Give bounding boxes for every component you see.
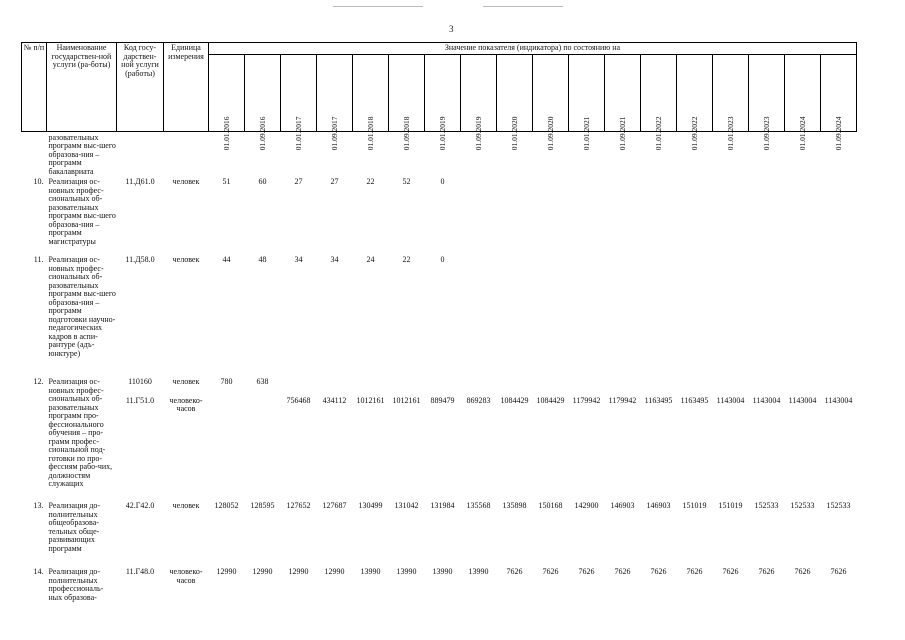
indicator-value-text — [533, 256, 569, 265]
indicator-value — [821, 176, 857, 254]
indicator-value — [317, 254, 353, 376]
indicator-value-text-2: 1143004 — [752, 396, 781, 405]
indicator-value — [677, 500, 713, 566]
indicator-value-text: 128595 — [250, 501, 275, 510]
unit-value: человеко-часов — [169, 567, 203, 585]
indicator-value-text: 638 — [256, 377, 269, 386]
indicator-value-text — [677, 256, 713, 265]
indicator-value — [821, 500, 857, 566]
indicator-value — [785, 500, 821, 566]
header-date: 01.01.2016 — [209, 54, 245, 131]
header-date: 01.09.2023 — [749, 54, 785, 131]
indicator-value-text: 60 — [258, 177, 267, 186]
indicator-value — [569, 176, 605, 254]
unit-value: человек — [172, 377, 200, 386]
indicator-value — [425, 500, 461, 566]
indicator-value — [641, 566, 677, 626]
indicator-value — [497, 500, 533, 566]
header-date: 01.09.2018 — [389, 54, 425, 131]
indicator-value-text-2: 434112 — [322, 396, 347, 405]
indicator-value — [425, 176, 461, 254]
indicator-value — [533, 376, 569, 500]
indicator-value-text: 13990 — [396, 567, 417, 576]
indicator-value-text — [605, 256, 641, 265]
indicator-value-text — [569, 178, 605, 187]
indicator-value-text: 12990 — [288, 567, 309, 576]
unit-value: человек — [172, 177, 200, 186]
header-date: 01.09.2017 — [317, 54, 353, 131]
indicator-value-text-2: 889479 — [430, 396, 455, 405]
indicator-value-text: 24 — [366, 255, 375, 264]
indicator-value-text — [641, 378, 677, 387]
indicator-value — [785, 376, 821, 500]
indicator-value-text: 7626 — [794, 567, 811, 576]
service-code — [117, 376, 164, 500]
service-code — [117, 500, 164, 566]
indicator-value-text: 152533 — [826, 501, 851, 510]
indicator-value — [533, 176, 569, 254]
indicator-value — [389, 376, 425, 500]
unit-of-measure — [164, 176, 209, 254]
table-body — [22, 131, 857, 626]
indicator-value-text-2: 1084429 — [500, 396, 529, 405]
indicator-value-text: 0 — [440, 255, 445, 264]
indicator-value-text — [461, 256, 497, 265]
indicator-value — [605, 500, 641, 566]
indicator-value-text: 7626 — [578, 567, 595, 576]
indicator-value-text-2: 1143004 — [716, 396, 745, 405]
indicator-value-text — [821, 378, 857, 387]
indicator-value-text-2: 1143004 — [788, 396, 817, 405]
indicator-value-text: 12990 — [252, 567, 273, 576]
indicator-value — [389, 566, 425, 626]
indicator-value-text: 0 — [440, 177, 445, 186]
indicator-value-text — [713, 256, 749, 265]
indicator-value — [677, 376, 713, 500]
indicator-value — [245, 566, 281, 626]
header-date: 01.01.2022 — [641, 54, 677, 131]
indicator-value — [569, 376, 605, 500]
indicator-value — [785, 566, 821, 626]
indicator-value-text: 151019 — [682, 501, 707, 510]
indicator-value-text: 135568 — [466, 501, 491, 510]
indicator-value-text — [569, 256, 605, 265]
unit-value: человек — [172, 255, 200, 264]
indicator-value — [821, 254, 857, 376]
header-date: 01.01.2023 — [713, 54, 749, 131]
row-number — [22, 131, 47, 176]
indicator-value — [461, 566, 497, 626]
indicator-value-text: 7626 — [542, 567, 559, 576]
indicator-value-text: 27 — [330, 177, 339, 186]
scan-line-left — [333, 6, 423, 7]
service-code — [117, 131, 164, 176]
header-code: Код госу-дарствен-ной услуги (работы) — [117, 43, 164, 132]
service-name: Реализация ос-новных профес-сиональных об-разовательных программ выс-шего образова-ния – программ подготовки научно-педагогических кадров в аспи-рантуре (адъ-юнктуре) — [48, 255, 116, 358]
indicator-value-text — [389, 378, 425, 387]
indicator-value-text: 150168 — [538, 501, 563, 510]
header-date: 01.09.2022 — [677, 54, 713, 131]
indicator-value — [605, 254, 641, 376]
indicator-value-text: 128052 — [214, 501, 239, 510]
indicator-value — [245, 254, 281, 376]
header-date: 01.01.2018 — [353, 54, 389, 131]
indicator-value-text — [605, 178, 641, 187]
indicator-value-text — [353, 378, 389, 387]
indicator-value-text: 13990 — [468, 567, 489, 576]
table-row — [22, 254, 857, 376]
indicator-value-text: 34 — [294, 255, 303, 264]
indicator-value-text: 13990 — [360, 567, 381, 576]
indicator-value-text — [785, 178, 821, 187]
indicator-value — [605, 566, 641, 626]
service-code-value-2: 11.Г51.0 — [125, 395, 155, 405]
indicator-value-text — [713, 378, 749, 387]
indicator-value — [677, 176, 713, 254]
indicator-value-text: 7626 — [506, 567, 523, 576]
indicator-value — [281, 176, 317, 254]
indicator-value — [317, 500, 353, 566]
indicator-value-text-2: 1012161 — [356, 396, 385, 405]
indicator-value — [677, 254, 713, 376]
unit-of-measure — [164, 131, 209, 176]
indicator-value — [353, 176, 389, 254]
indicator-value-text — [569, 378, 605, 387]
indicator-value — [317, 376, 353, 500]
service-code — [117, 566, 164, 626]
table-row — [22, 500, 857, 566]
service-code-value: 11.Г48.0 — [125, 567, 155, 576]
unit-of-measure — [164, 376, 209, 500]
header-date: 01.09.2020 — [533, 54, 569, 131]
indicator-value-text — [785, 256, 821, 265]
indicator-value-text: 127652 — [286, 501, 311, 510]
indicator-value — [569, 254, 605, 376]
indicator-value — [605, 176, 641, 254]
service-code-value: 110160 — [128, 377, 152, 386]
indicator-value-text — [497, 378, 533, 387]
indicator-value-text: 48 — [258, 255, 267, 264]
service-code-value: 42.Г42.0 — [125, 501, 155, 510]
indicator-value — [353, 376, 389, 500]
indicator-value — [209, 176, 245, 254]
indicator-value-text — [281, 378, 317, 387]
indicator-value — [641, 176, 677, 254]
unit-of-measure — [164, 500, 209, 566]
header-date: 01.09.2021 — [605, 54, 641, 131]
indicator-value-text: 7626 — [722, 567, 739, 576]
scan-line-right — [483, 6, 563, 7]
indicator-value — [821, 376, 857, 500]
header-unit: Единица измерения — [164, 43, 209, 132]
indicator-value-text: 7626 — [830, 567, 847, 576]
indicator-value — [533, 254, 569, 376]
indicator-value — [785, 254, 821, 376]
indicator-value — [245, 176, 281, 254]
indicator-value-text: 130499 — [358, 501, 383, 510]
unit-value: человек — [172, 501, 200, 510]
indicator-value-text — [749, 378, 785, 387]
indicator-value — [209, 500, 245, 566]
service-name: разовательных программ выс-шего образова-ния – программ бакалавриата — [48, 132, 116, 176]
indicator-value-text: 12990 — [324, 567, 345, 576]
indicator-value-text — [533, 178, 569, 187]
indicator-value-text-2: 756468 — [286, 396, 311, 405]
indicator-value-text — [677, 178, 713, 187]
indicator-value-text: 7626 — [686, 567, 703, 576]
indicator-value-text — [677, 378, 713, 387]
indicator-value — [461, 176, 497, 254]
indicator-value — [785, 176, 821, 254]
indicator-value-text — [533, 378, 569, 387]
table-row — [22, 376, 857, 500]
indicator-value — [389, 176, 425, 254]
indicator-value — [713, 176, 749, 254]
indicator-value — [641, 500, 677, 566]
indicator-value-text — [461, 178, 497, 187]
row-number: 10. — [33, 177, 44, 186]
header-date: 01.09.2016 — [245, 54, 281, 131]
indicator-value — [425, 254, 461, 376]
indicator-value-text — [605, 378, 641, 387]
indicator-value — [677, 566, 713, 626]
indicator-value — [497, 254, 533, 376]
indicator-value — [641, 254, 677, 376]
indicator-value — [533, 500, 569, 566]
row-number: 12. — [33, 377, 44, 386]
indicator-value-text: 151019 — [718, 501, 743, 510]
indicator-value — [245, 376, 281, 500]
indicator-value-text: 7626 — [614, 567, 631, 576]
indicator-value-text: 34 — [330, 255, 339, 264]
indicator-value — [713, 500, 749, 566]
indicator-value-text — [785, 378, 821, 387]
indicator-value-text: 12990 — [216, 567, 237, 576]
header-date: 01.01.2020 — [497, 54, 533, 131]
header-date: 01.09.2019 — [461, 54, 497, 131]
indicator-value-text-2: 1179942 — [608, 396, 637, 405]
header-date: 01.01.2017 — [281, 54, 317, 131]
indicator-value — [425, 376, 461, 500]
indicator-value-text: 22 — [402, 255, 411, 264]
indicator-value-text — [641, 256, 677, 265]
indicator-value-text — [749, 178, 785, 187]
indicator-value — [281, 254, 317, 376]
indicator-value-text-2: 1163495 — [644, 396, 673, 405]
header-name: Наименование государствен-ной услуги (ра-боты) — [47, 43, 117, 132]
indicator-value — [317, 566, 353, 626]
indicator-value — [749, 176, 785, 254]
table-row — [22, 566, 857, 626]
indicator-value — [317, 176, 353, 254]
indicator-value-text — [425, 378, 461, 387]
indicator-value-text: 146903 — [610, 501, 635, 510]
indicator-value — [245, 500, 281, 566]
indicator-value — [605, 376, 641, 500]
indicator-value-text-2: 1179942 — [572, 396, 601, 405]
indicator-value-text-2: 1012161 — [392, 396, 421, 405]
indicator-value — [461, 254, 497, 376]
indicator-value — [353, 500, 389, 566]
indicator-value-text: 22 — [366, 177, 375, 186]
unit-value-2: человеко-часов — [169, 395, 203, 413]
indicator-table — [21, 42, 857, 626]
row-number: 14. — [33, 567, 44, 576]
header-date: 01.01.2019 — [425, 54, 461, 131]
indicator-value-text — [641, 178, 677, 187]
header-date: 01.01.2021 — [569, 54, 605, 131]
indicator-value-text: 27 — [294, 177, 303, 186]
indicator-value-text: 780 — [220, 377, 233, 386]
indicator-value-text — [497, 178, 533, 187]
indicator-value — [209, 566, 245, 626]
indicator-value — [749, 376, 785, 500]
header-num: № п/п — [22, 43, 47, 132]
page-number: 3 — [449, 24, 454, 34]
indicator-value — [569, 500, 605, 566]
indicator-value-text-2: 1143004 — [824, 396, 853, 405]
indicator-value — [389, 254, 425, 376]
indicator-value-text — [497, 256, 533, 265]
indicator-value — [497, 376, 533, 500]
service-code — [117, 176, 164, 254]
indicator-value — [713, 566, 749, 626]
indicator-value — [425, 566, 461, 626]
indicator-value — [641, 376, 677, 500]
indicator-value-text: 131042 — [394, 501, 419, 510]
indicator-value-text: 13990 — [432, 567, 453, 576]
unit-of-measure — [164, 566, 209, 626]
table-row — [22, 176, 857, 254]
indicator-value — [749, 500, 785, 566]
indicator-value-text: 142900 — [574, 501, 599, 510]
indicator-value — [389, 500, 425, 566]
service-code-value: 11.Д61.0 — [125, 177, 155, 186]
indicator-value-text — [461, 378, 497, 387]
indicator-value — [497, 566, 533, 626]
indicator-value-text-2: 1163495 — [680, 396, 709, 405]
service-code — [117, 254, 164, 376]
indicator-value-text — [713, 178, 749, 187]
indicator-value-text — [821, 256, 857, 265]
indicator-value-text-2: 869283 — [466, 396, 491, 405]
indicator-value-text: 152533 — [790, 501, 815, 510]
indicator-value-text: 152533 — [754, 501, 779, 510]
indicator-value — [533, 566, 569, 626]
service-name: Реализация ос-новных профес-сиональных об-разовательных программ про-фессионального обучения – про-грамм профес-сиональной под-готовки по про-фессиям рабо-чих, должностям служащих — [48, 377, 113, 488]
indicator-value-text: 7626 — [650, 567, 667, 576]
indicator-value — [821, 566, 857, 626]
service-code-value: 11.Д58.0 — [125, 255, 155, 264]
indicator-value — [749, 254, 785, 376]
indicator-value — [209, 254, 245, 376]
indicator-value-text — [821, 178, 857, 187]
indicator-value — [461, 376, 497, 500]
indicator-value-text — [317, 378, 353, 387]
indicator-value-text: 135898 — [502, 501, 527, 510]
indicator-value — [281, 376, 317, 500]
indicator-value — [497, 176, 533, 254]
indicator-value — [713, 254, 749, 376]
indicator-value — [281, 500, 317, 566]
indicator-value-text — [749, 256, 785, 265]
indicator-value — [749, 566, 785, 626]
header-values: Значение показателя (индикатора) по состоянию на — [209, 43, 857, 55]
row-number: 13. — [33, 501, 44, 510]
indicator-value-text: 52 — [402, 177, 411, 186]
indicator-value — [461, 500, 497, 566]
indicator-value — [209, 376, 245, 500]
indicator-value — [281, 566, 317, 626]
indicator-value — [353, 566, 389, 626]
header-date: 01.09.2024 — [821, 54, 857, 131]
indicator-value-text: 44 — [222, 255, 231, 264]
indicator-value — [713, 376, 749, 500]
indicator-value — [569, 566, 605, 626]
indicator-value-text: 51 — [222, 177, 231, 186]
indicator-value-text-2: 1084429 — [536, 396, 565, 405]
unit-of-measure — [164, 254, 209, 376]
indicator-value-text: 7626 — [758, 567, 775, 576]
service-name: Реализация ос-новных профес-сиональных об-разовательных программ выс-шего образова-ния – программ магистратуры — [48, 177, 116, 246]
service-name: Реализация до-полнительных общеобразова-тельных обще-развивающих программ — [48, 501, 101, 553]
indicator-value-text: 127687 — [322, 501, 347, 510]
service-name: Реализация до-полнительных профессиональ-ных образова- — [48, 567, 104, 602]
indicator-value-text: 146903 — [646, 501, 671, 510]
row-number: 11. — [33, 255, 44, 264]
indicator-value-text: 131984 — [430, 501, 455, 510]
indicator-value — [353, 254, 389, 376]
header-date: 01.01.2024 — [785, 54, 821, 131]
